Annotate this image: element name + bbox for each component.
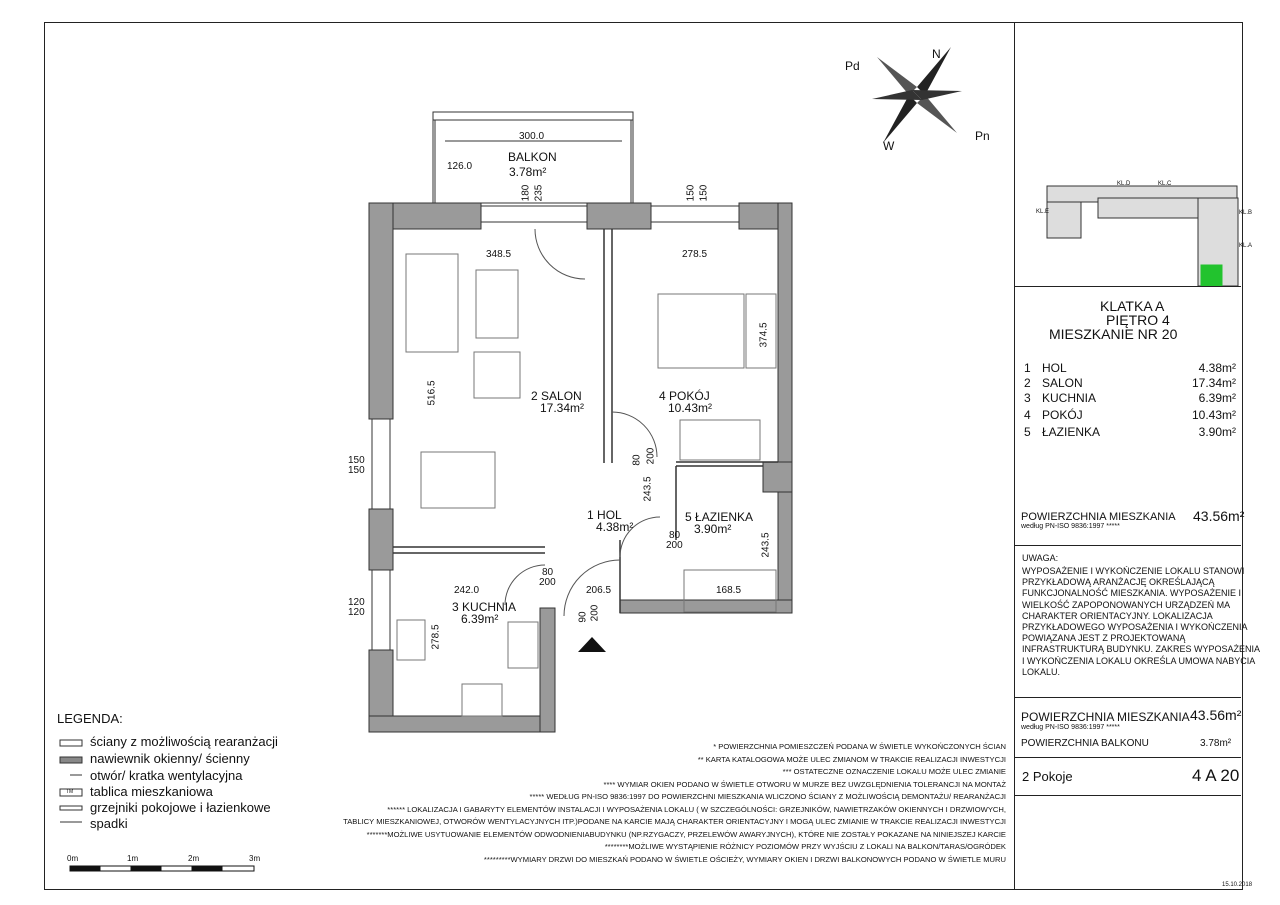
dim-salon-w: 348.5 xyxy=(486,249,512,260)
wall-bottom-kitchen xyxy=(369,716,555,732)
scale-1: 1m xyxy=(127,854,139,863)
win-left2-a: 120 xyxy=(348,597,365,608)
sidebar-line-3 xyxy=(1014,697,1241,698)
scale-bar xyxy=(70,866,254,871)
compass-w: W xyxy=(883,139,895,153)
door-entry-a: 90 xyxy=(577,611,589,623)
total-area-sub-2: według PN-ISO 9836:1997 ***** xyxy=(1021,724,1120,731)
compass-n: N xyxy=(932,47,941,61)
balcony-area: 3.78m² xyxy=(509,165,547,179)
keyplan-klc: KL.C xyxy=(1158,181,1172,187)
door-kuch-a: 80 xyxy=(542,567,554,578)
notice-title: UWAGA: xyxy=(1022,553,1059,563)
door-laz-b: 200 xyxy=(666,540,683,551)
total-area-label: POWIERZCHNIA MIESZKANIA xyxy=(1021,511,1176,523)
scale-0: 0m xyxy=(67,854,79,863)
door-laz-a: 80 xyxy=(669,530,681,541)
legend-title: LEGENDA: xyxy=(57,711,123,726)
door-kuch-b: 200 xyxy=(539,577,556,588)
wall-bottom-bath xyxy=(620,600,792,613)
keyplan-kla: KL.A xyxy=(1239,243,1253,249)
apartment-pietro: PIĘTRO 4 xyxy=(1106,312,1170,328)
door-entry-b: 200 xyxy=(589,604,601,622)
wall-left-2 xyxy=(369,509,393,570)
rooms-count: 2 Pokoje xyxy=(1022,769,1073,784)
apartment-klatka: KLATKA A xyxy=(1100,298,1165,314)
dim-salon-h: 516.5 xyxy=(426,380,438,406)
balcony-width: 300.0 xyxy=(519,131,545,142)
room-hol: 1 HOL 4.38m² xyxy=(587,508,634,534)
total-area-label-2: POWIERZCHNIA MIESZKANIA xyxy=(1021,710,1190,724)
door-pokoj-a: 80 xyxy=(631,454,643,466)
win-pokoj-a: 150 xyxy=(685,184,697,202)
room-salon: 2 SALON 17.34m² xyxy=(531,389,585,415)
total-area-sub: według PN-ISO 9836:1997 ***** xyxy=(1021,523,1120,530)
compass-pn: Pn xyxy=(975,129,990,143)
compass-pd: Pd xyxy=(845,59,860,73)
legend-item: ściany z możliwością rearanżacji xyxy=(90,734,278,749)
legend-tm: TM xyxy=(66,789,74,795)
balcony-name: BALKON xyxy=(508,150,557,164)
dim-hol-h: 243.5 xyxy=(642,476,654,502)
dim-laz-h: 243.5 xyxy=(760,532,772,558)
key-plan xyxy=(1047,186,1238,286)
dim-kuchnia-w: 242.0 xyxy=(454,585,480,596)
dim-hol-w: 206.5 xyxy=(586,585,612,596)
legend-item: otwór/ kratka wentylacyjna xyxy=(90,768,243,783)
apartment-number: MIESZKANIE NR 20 xyxy=(1049,326,1178,342)
total-area-value-2: 43.56m² xyxy=(1190,707,1242,723)
room-pokoj: 4 POKÓJ 10.43m² xyxy=(659,389,713,415)
total-area-value: 43.56m² xyxy=(1193,508,1245,524)
balcony-area-label: POWIERZCHNIA BALKONU xyxy=(1021,738,1149,749)
wall-bath-notch xyxy=(763,462,792,492)
sidebar-line-1 xyxy=(1014,286,1241,287)
door-pokoj-b: 200 xyxy=(645,447,657,465)
dim-laz-w: 168.5 xyxy=(716,585,742,596)
issue-date: 15.10.2018 xyxy=(1222,882,1253,888)
dim-kuchnia-h: 278.5 xyxy=(430,624,442,650)
legend-item: grzejniki pokojowe i łazienkowe xyxy=(90,800,271,815)
legend-item: nawiewnik okienny/ ścienny xyxy=(90,751,250,766)
compass xyxy=(872,47,962,143)
legend-item: spadki xyxy=(90,816,128,831)
win-salon-a: 180 xyxy=(520,184,532,202)
win-left1-a: 150 xyxy=(348,455,365,466)
footnotes: * POWIERZCHNIA POMIESZCZEŃ PODANA W ŚWIETLE WYKOŃCZONYCH ŚCIAN ** KARTA KATALOGOWA MOŻE ULEC ZMIANOM W TRAKCIE REALIZACJI INWESTYCJI *** OSTATECZNE OZNACZENIE LOKALU MOŻE ULEC ZMIANIE **** WYMIAR OKIEN PODANO W ŚWIETLE OTWORU W MURZE BEZ UWZGLĘDNIENIA TOLERANCJI NA MONTAŻ ***** WEDŁUG PN-ISO 9836:1997 DO POWIERZCHNI MIESZKANIA WLICZONO ŚCIANY Z MOŻLIWOŚCIĄ DEMONTAŻU/ REARANŻACJI ****** LOKALIZACJA I GABARYTY ELEMENTÓW INSTALACJI I WYPOSAŻENIA LOKALU ( W SZCZEGÓLNOŚCI: GRZEJNIKÓW, NAWIETRZAKÓW OKIENNYCH I DRZWIOWYCH, TABLICY MIESZKANIOWEJ, OTWORÓW WENTYLACYJNYCH ITP.)PODANE NA KARCIE MAJĄ CHARAKTER ORIENTACYJNY I MOGĄ ULEC ZMIANIE W TRAKCIE REALIZACJI INWESTYCJI *******MOŻLIWE USYTUOWANIE ELEMENTÓW ODWODNIENIABUDYNKU (NP.RZYGACZY, PRZELEWÓW AWARYJNYCH), KTÓRE NIE ZOSTAŁY POKAZANE NA NINIEJSZEJ KARCIE ********MOŻLIWE WYSTĄPIENIE RÓŻNICY POZIOMÓW PRZY WYJŚCIU Z LOKALI NA BALKON/TARAS/OGRÓDEK *********WYMIARY DRZWI DO MIESZKAŃ PODANO W ŚWIETLE OŚCIEŻY, WYMIARY OKIEN I DRZWI BALKONOWYCH PODANO W ŚWIETLE MURU xyxy=(343,742,1006,864)
sidebar-line-2 xyxy=(1014,545,1241,546)
win-salon-b: 235 xyxy=(533,184,545,202)
apartment-code: 4 A 20 xyxy=(1192,766,1240,785)
win-left1-b: 150 xyxy=(348,465,365,476)
win-pokoj-b: 150 xyxy=(698,184,710,202)
sidebar-line-5 xyxy=(1014,795,1241,796)
wall-right xyxy=(778,203,792,613)
sidebar-line-4 xyxy=(1014,757,1241,758)
keyplan-kle: KL.E xyxy=(1036,209,1050,215)
scale-2: 2m xyxy=(188,854,200,863)
room-lazienka: 5 ŁAZIENKA 3.90m² xyxy=(685,510,754,536)
scale-3: 3m xyxy=(249,854,261,863)
legend-item: tablica mieszkaniowa xyxy=(90,784,213,799)
wall-top-mid xyxy=(587,203,651,229)
notice-text: WYPOSAŻENIE I WYKOŃCZENIE LOKALU STANOWI PRZYKŁADOWĄ ARANŻACJĘ OKREŚLAJĄCĄ FUNKCJONALNOŚĆ MIESZKANIA. WYPOSAŻENIE I WIELKOŚĆ ZAPOPONOWANYCH URZĄDZEŃ MA CHARAKTER ORIENTACYJNY. LOKALIZACJA PRZYKŁADOWEGO WYPOSAŻENIA I WYKOŃCZENIA POWIĄZANA JEST Z PROJEKTOWANĄ INFRASTRUKTURĄ BUDYNKU. ZAKRES WYPOSAŻENIA I WYKOŃCZENIA LOKALU OKREŚLA UMOWA NABYCIA LOKALU. xyxy=(1022,566,1261,677)
balcony-depth: 126.0 xyxy=(447,161,473,172)
dim-pokoj-w: 278.5 xyxy=(682,249,708,260)
balcony-area-value: 3.78m² xyxy=(1200,738,1232,749)
room-kuchnia: 3 KUCHNIA 6.39m² xyxy=(452,600,517,626)
dim-pokoj-h: 374.5 xyxy=(758,322,770,348)
keyplan-klb: KL.B xyxy=(1239,210,1253,216)
entry-arrow xyxy=(578,637,606,652)
wall-kitchen-right xyxy=(540,608,555,732)
wall-left-1 xyxy=(369,203,393,419)
win-left2-b: 120 xyxy=(348,607,365,618)
keyplan-kld: KL.D xyxy=(1117,181,1131,187)
